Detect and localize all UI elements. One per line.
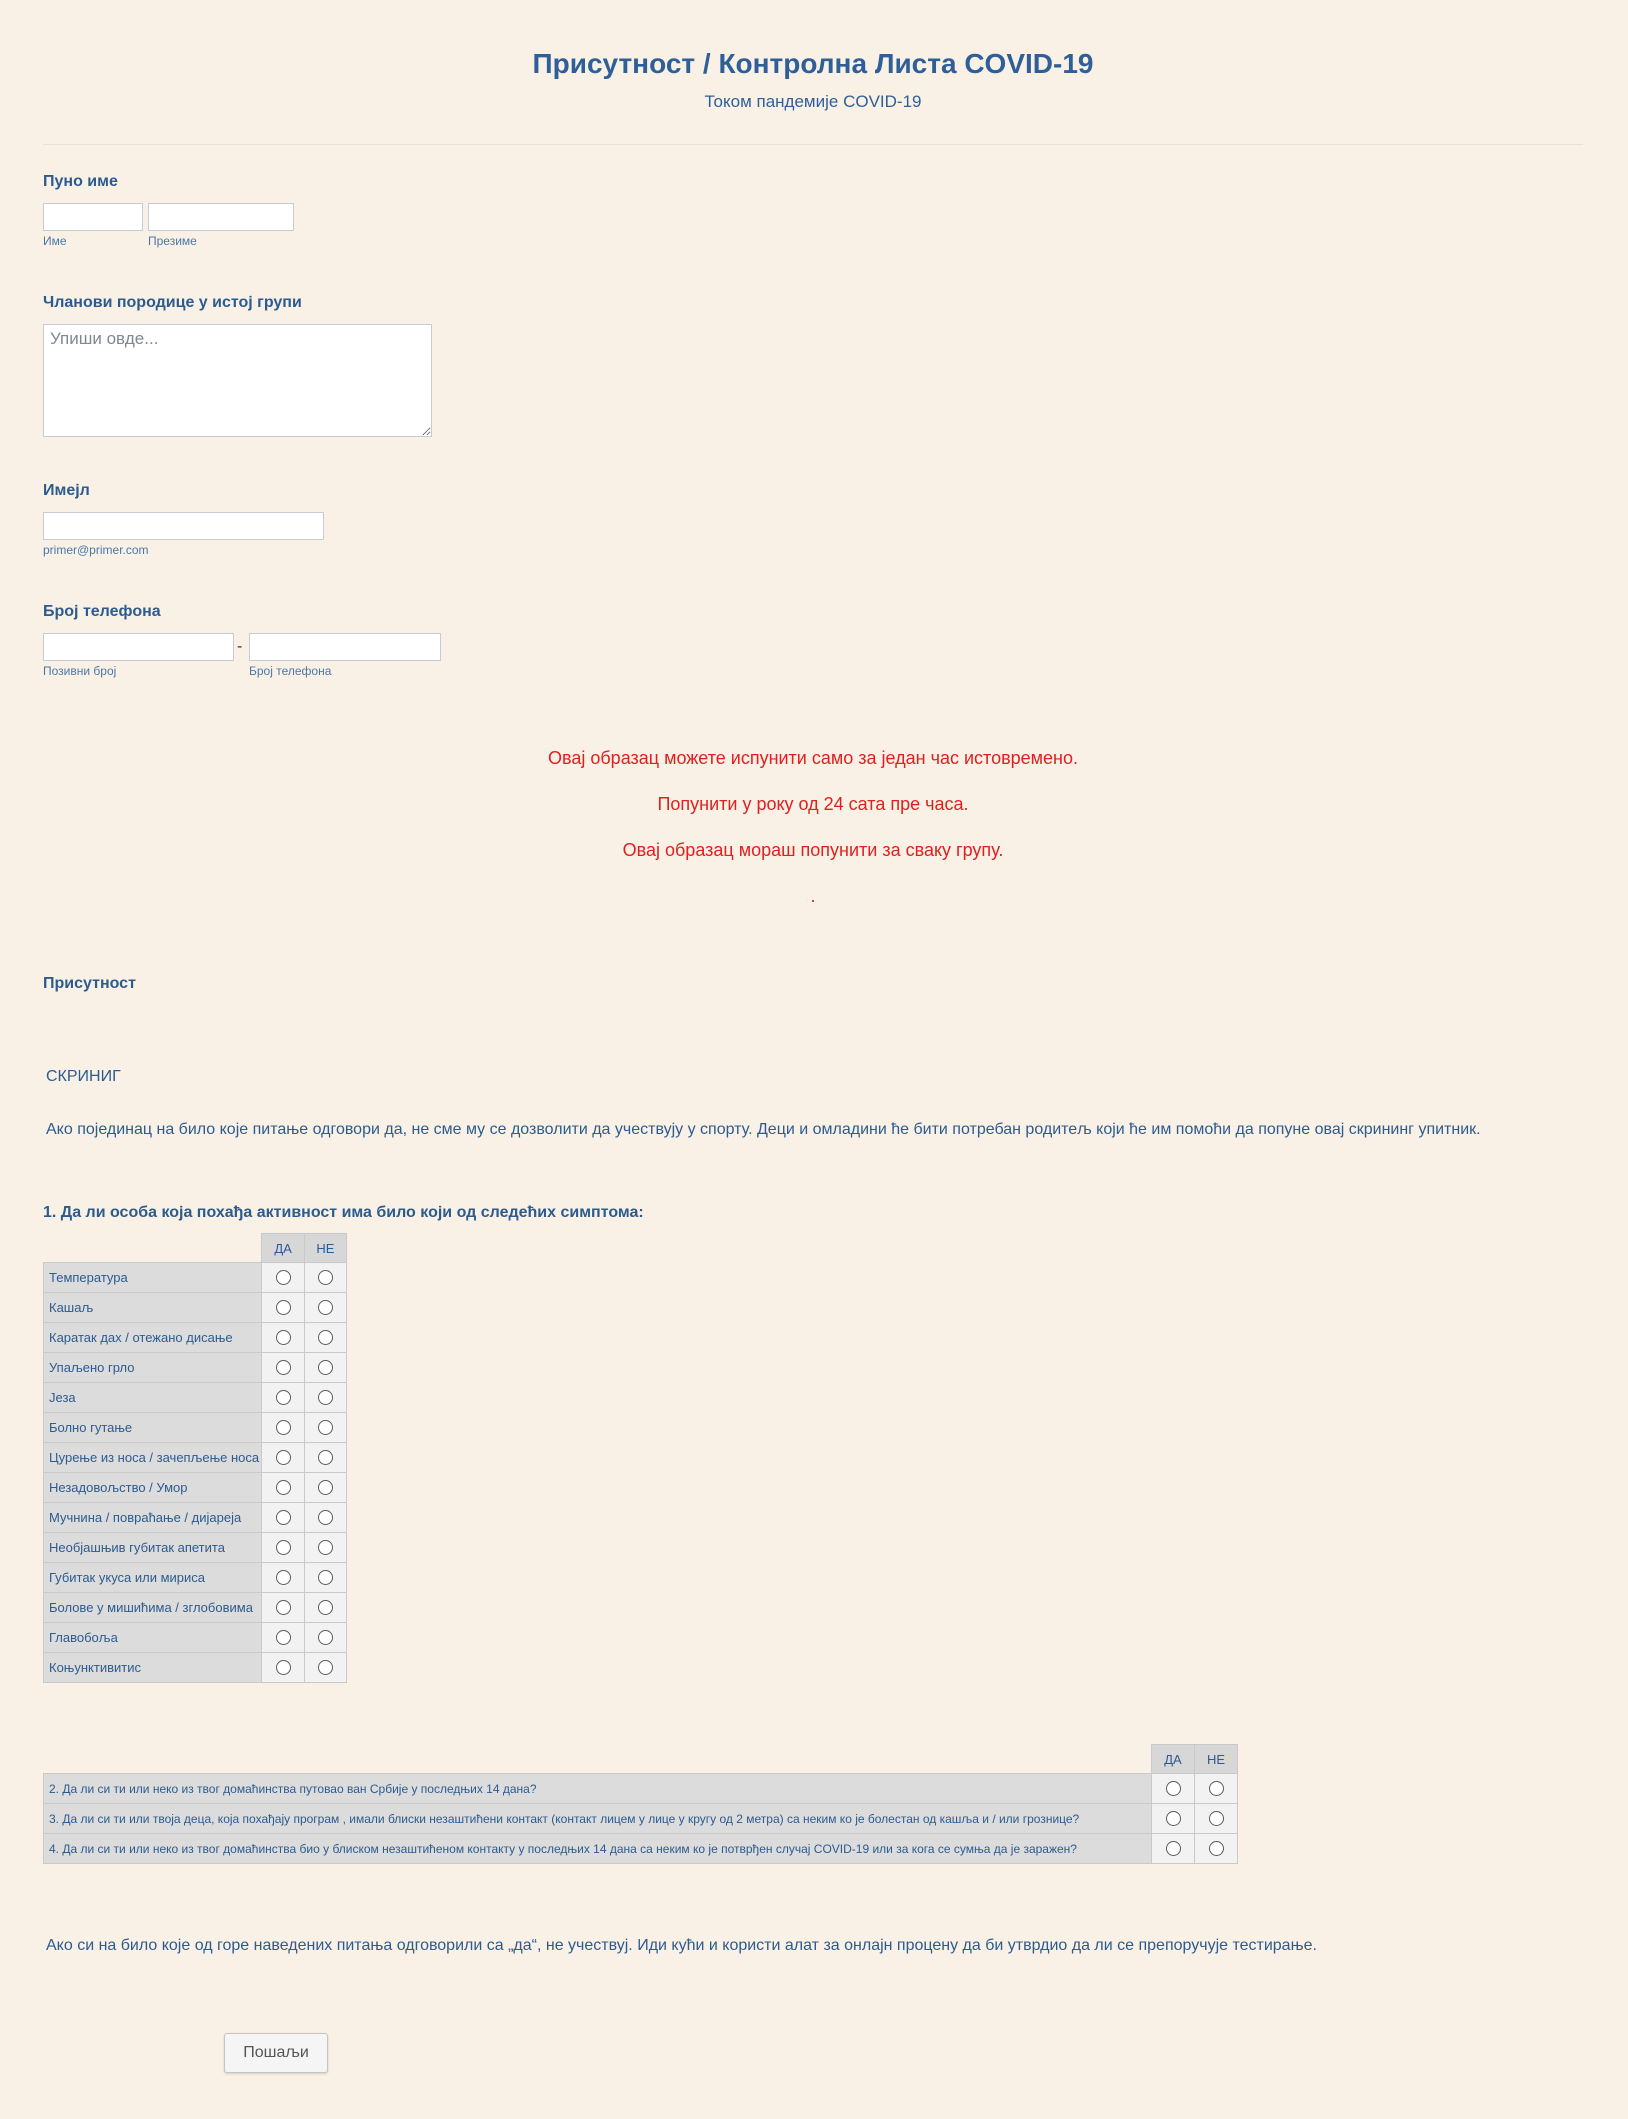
symptom-label: Незадовољство / Умор <box>44 1473 262 1503</box>
symptom-label: Коњунктивитис <box>44 1653 262 1683</box>
symptom-label: Језа <box>44 1383 262 1413</box>
radio-yes[interactable] <box>276 1600 291 1615</box>
phone-number-sublabel: Број телефона <box>249 664 332 678</box>
radio-no[interactable] <box>1209 1841 1224 1856</box>
symptom-row <box>44 1353 347 1383</box>
symptom-row <box>44 1263 347 1293</box>
radio-no[interactable] <box>318 1300 333 1315</box>
radio-yes[interactable] <box>276 1270 291 1285</box>
radio-no[interactable] <box>318 1660 333 1675</box>
area-code-input[interactable] <box>43 633 234 661</box>
radio-no[interactable] <box>318 1360 333 1375</box>
symptom-row <box>44 1443 347 1473</box>
radio-no[interactable] <box>318 1630 333 1645</box>
full-name-label: Пуно име <box>43 173 118 190</box>
question-row <box>44 1774 1238 1804</box>
radio-no[interactable] <box>318 1270 333 1285</box>
question-label: 4. Да ли си ти или неко из твог домаћинства био у блиском незаштићеном контакту у последњих 14 дана са неким ко је потврђен случај COVID-19 или за кога се сумња да је заражен? <box>44 1834 1152 1864</box>
last-name-sublabel: Презиме <box>148 234 197 248</box>
symptom-label: Цурење из носа / зачепљење носа <box>44 1443 262 1473</box>
radio-yes[interactable] <box>276 1420 291 1435</box>
question-label: 2. Да ли си ти или неко из твог домаћинства путовао ван Србије у последњих 14 дана? <box>44 1774 1152 1804</box>
symptom-row <box>44 1533 347 1563</box>
area-code-sublabel: Позивни број <box>43 664 117 678</box>
notice-24-hours: Попунити у року од 24 сата пре часа. <box>657 794 969 814</box>
column-header-yes: ДА <box>1152 1745 1195 1774</box>
column-header-yes: ДА <box>262 1234 304 1263</box>
form-header <box>43 0 1583 112</box>
column-header-no: НЕ <box>304 1234 346 1263</box>
first-name-sublabel: Име <box>43 234 67 248</box>
radio-yes[interactable] <box>276 1360 291 1375</box>
radio-yes[interactable] <box>1166 1811 1181 1826</box>
radio-yes[interactable] <box>276 1510 291 1525</box>
notice-every-group: Овај образац мораш попунити за сваку групу. <box>622 840 1004 860</box>
phone-separator: - <box>237 638 243 655</box>
radio-yes[interactable] <box>276 1660 291 1675</box>
symptom-row <box>44 1563 347 1593</box>
radio-yes[interactable] <box>276 1480 291 1495</box>
symptom-label: Упаљено грло <box>44 1353 262 1383</box>
symptoms-question: 1. Да ли особа која похађа активност има било који од следећих симптома: <box>43 1204 644 1221</box>
symptom-label: Болове у мишићима / зглобовима <box>44 1593 262 1623</box>
email-hint: primer@primer.com <box>43 543 149 557</box>
form-title: Присутност / Контролна Листа COVID-19 <box>532 48 1094 79</box>
radio-yes[interactable] <box>276 1570 291 1585</box>
radio-no[interactable] <box>318 1600 333 1615</box>
header-divider <box>43 144 1583 145</box>
question-label: 3. Да ли си ти или твоја деца, која похађају програм , имали блиски незаштићени контакт (контакт лицем у лице у кругу од 2 метра) са неким ко је болестан од кашља и / или грознице? <box>44 1804 1152 1834</box>
symptom-label: Каратак дах / отежано дисање <box>44 1323 262 1353</box>
radio-yes[interactable] <box>276 1330 291 1345</box>
symptom-row <box>44 1623 347 1653</box>
symptom-row <box>44 1413 347 1443</box>
radio-no[interactable] <box>318 1540 333 1555</box>
symptom-row <box>44 1503 347 1533</box>
radio-no[interactable] <box>318 1510 333 1525</box>
radio-no[interactable] <box>318 1480 333 1495</box>
radio-no[interactable] <box>1209 1811 1224 1826</box>
screening-heading: СКРИНИГ <box>46 1068 121 1085</box>
symptom-row <box>44 1593 347 1623</box>
symptom-row <box>44 1653 347 1683</box>
email-label: Имејл <box>43 482 90 499</box>
matrix-corner <box>44 1745 1152 1774</box>
symptom-label: Температура <box>44 1263 262 1293</box>
radio-yes[interactable] <box>276 1540 291 1555</box>
symptom-label: Кашаљ <box>44 1293 262 1323</box>
matrix-corner <box>44 1234 262 1263</box>
submit-button[interactable]: Пошаљи <box>224 2033 328 2073</box>
email-input[interactable] <box>43 512 324 540</box>
radio-no[interactable] <box>318 1570 333 1585</box>
phone-number-input[interactable] <box>249 633 441 661</box>
closing-text: Ако си на било које од горе наведених питања одговорили са „да“, не учествуј. Иди кући и користи алат за онлајн процену да би утврдио да ли се препоручује тестирање. <box>46 1937 1317 1954</box>
radio-no[interactable] <box>318 1420 333 1435</box>
symptom-label: Главобоља <box>44 1623 262 1653</box>
radio-no[interactable] <box>318 1390 333 1405</box>
symptom-label: Мучнина / повраћање / дијареја <box>44 1503 262 1533</box>
radio-yes[interactable] <box>276 1390 291 1405</box>
radio-yes[interactable] <box>276 1450 291 1465</box>
symptom-row <box>44 1473 347 1503</box>
question-row <box>44 1834 1238 1864</box>
symptom-label: Болно гутање <box>44 1413 262 1443</box>
radio-yes[interactable] <box>276 1300 291 1315</box>
notice-one-class: Овај образац можете испунити само за један час истовремено. <box>547 748 1079 768</box>
symptom-row <box>44 1293 347 1323</box>
last-name-input[interactable] <box>148 203 294 231</box>
phone-label: Број телефона <box>43 603 161 620</box>
symptoms-matrix <box>43 1233 347 1683</box>
radio-no[interactable] <box>318 1450 333 1465</box>
symptom-row <box>44 1323 347 1353</box>
first-name-input[interactable] <box>43 203 143 231</box>
screening-intro: Ако појединац на било које питање одговори да, не сме му се дозволити да учествују у спорту. Деци и омладини ће бити потребан родитељ који ће им помоћи да попуне овај скрининг упитник. <box>46 1121 1481 1138</box>
symptom-label: Губитак укуса или мириса <box>44 1563 262 1593</box>
questions-matrix <box>43 1744 1238 1864</box>
radio-yes[interactable] <box>1166 1781 1181 1796</box>
radio-yes[interactable] <box>276 1630 291 1645</box>
radio-no[interactable] <box>318 1330 333 1345</box>
radio-no[interactable] <box>1209 1781 1224 1796</box>
column-header-no: НЕ <box>1195 1745 1238 1774</box>
notice-dot: . <box>810 886 816 906</box>
family-members-textarea[interactable] <box>43 324 432 437</box>
attendance-label: Присутност <box>43 975 136 992</box>
question-row <box>44 1804 1238 1834</box>
family-members-label: Чланови породице у истој групи <box>43 294 302 311</box>
symptom-label: Необјашњив губитак апетита <box>44 1533 262 1563</box>
symptom-row <box>44 1383 347 1413</box>
radio-yes[interactable] <box>1166 1841 1181 1856</box>
form-subtitle: Током пандемије COVID-19 <box>704 92 922 111</box>
